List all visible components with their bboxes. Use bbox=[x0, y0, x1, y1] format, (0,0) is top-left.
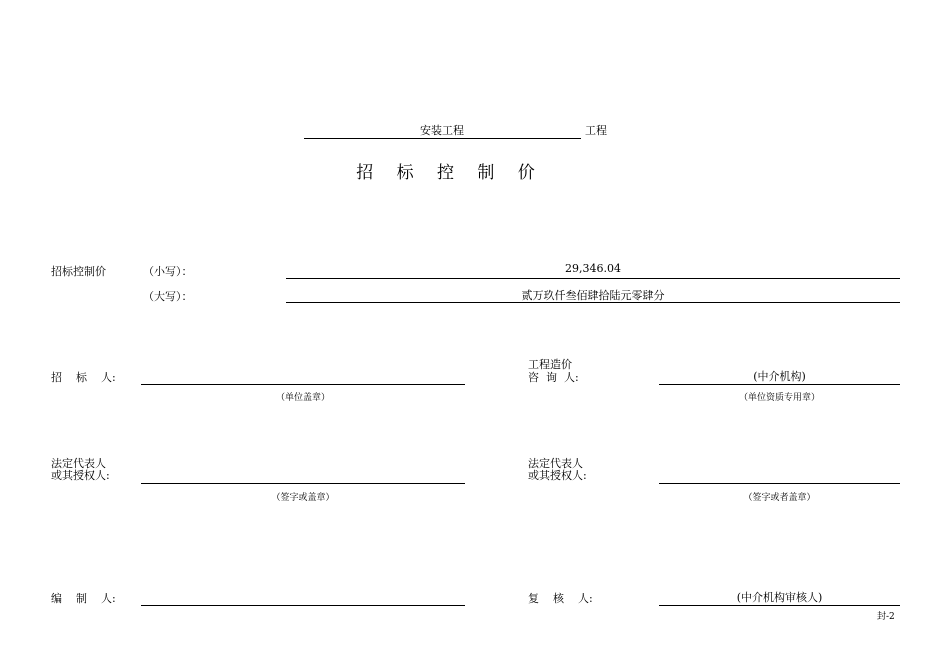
legal-rep-right-note: （签字或者盖章） bbox=[743, 493, 816, 503]
consultant-label-line2: 咨 询 人: bbox=[528, 371, 579, 384]
tenderer-label: 招 标 人: bbox=[51, 371, 116, 384]
consultant-note: （单位资质专用章） bbox=[738, 393, 820, 403]
document-title: 招 标 控 制 价 bbox=[356, 163, 544, 183]
upper-case-label: （大写）： bbox=[143, 290, 193, 303]
tenderer-underline bbox=[141, 384, 465, 385]
reviewer-value: (中介机构审核人) bbox=[736, 591, 823, 604]
lower-case-value: 29,346.04 bbox=[565, 262, 621, 275]
legal-rep-right-label-line1: 法定代表人 bbox=[528, 457, 583, 470]
consultant-underline bbox=[659, 384, 900, 385]
reviewer-underline bbox=[659, 605, 900, 606]
legal-rep-right-label-line2: 或其授权人: bbox=[528, 469, 587, 482]
consultant-value: (中介机构) bbox=[753, 370, 806, 383]
project-name-underline bbox=[304, 138, 581, 139]
project-suffix: 工程 bbox=[585, 124, 607, 137]
legal-rep-left-label-line1: 法定代表人 bbox=[51, 457, 106, 470]
lower-case-underline bbox=[286, 278, 900, 279]
tenderer-note: （单位盖章） bbox=[275, 393, 330, 403]
compiler-underline bbox=[141, 605, 465, 606]
consultant-label-line1: 工程造价 bbox=[528, 358, 572, 371]
upper-case-underline bbox=[286, 302, 900, 303]
upper-case-value: 贰万玖仟叁佰肆拾陆元零肆分 bbox=[521, 289, 665, 302]
lower-case-label: （小写）： bbox=[143, 265, 193, 278]
legal-rep-left-note: （签字或盖章） bbox=[271, 493, 335, 503]
project-name: 安装工程 bbox=[420, 124, 464, 137]
compiler-label: 编 制 人: bbox=[51, 592, 116, 605]
reviewer-label: 复 核 人: bbox=[528, 592, 593, 605]
legal-rep-left-label-line2: 或其授权人: bbox=[51, 469, 110, 482]
control-price-label: 招标控制价 bbox=[51, 265, 106, 278]
legal-rep-right-underline bbox=[659, 483, 900, 484]
legal-rep-left-underline bbox=[141, 483, 465, 484]
page-code: 封-2 bbox=[877, 612, 895, 622]
